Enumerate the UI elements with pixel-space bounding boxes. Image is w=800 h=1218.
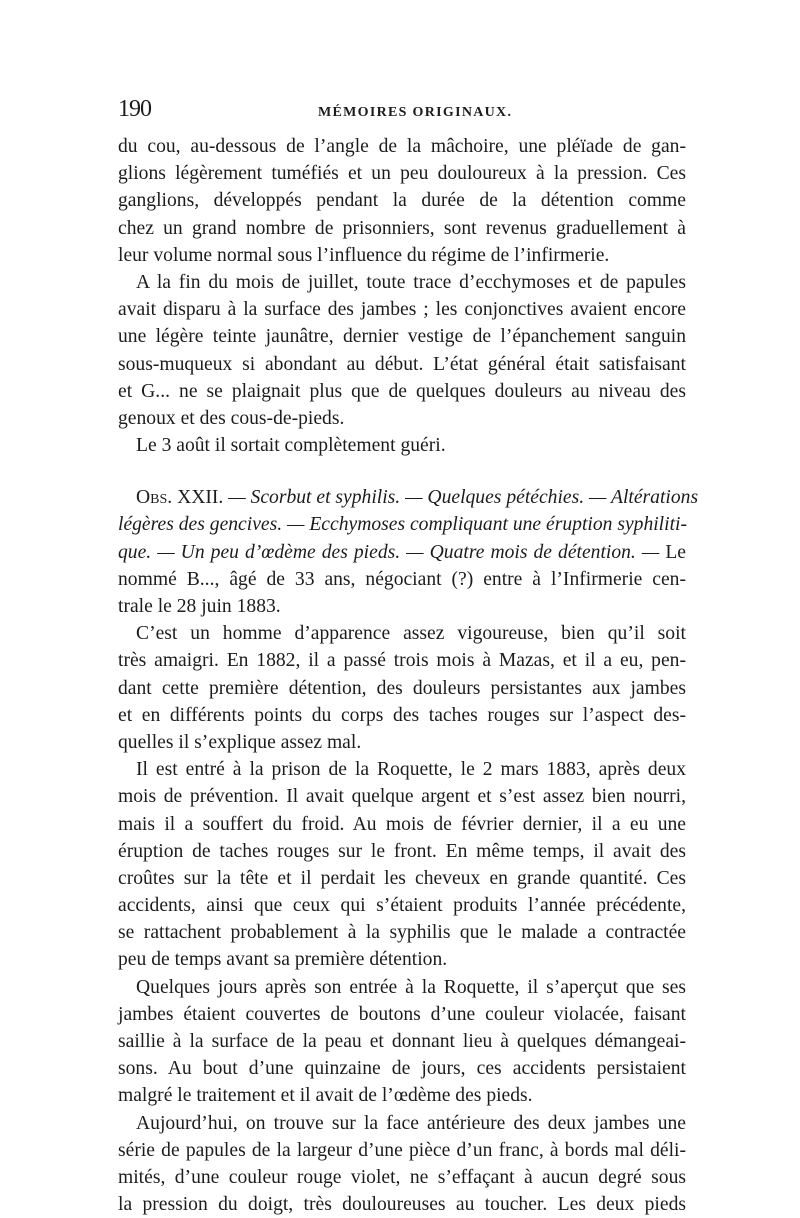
text-line: et G... ne se plaignait plus que de quelques douleurs au niveau des [118, 380, 686, 402]
text-line [118, 484, 699, 511]
text-line: Le 3 août il sortait complètement guéri. [136, 435, 446, 457]
text-line: du cou, au-dessous de l’angle de la mâchoire, une pléïade de gan- [118, 136, 686, 157]
paragraph [118, 432, 686, 459]
text-line: Quelques jours après son entrée à la Roquette, il s’aperçut que ses [136, 976, 686, 998]
paragraph [118, 974, 686, 1110]
paragraph [118, 1110, 686, 1218]
text-line: leur volume normal sous l’influence du régime de l’infirmerie. [118, 244, 610, 266]
text-line: malgré le traitement et il avait de l’œdème des pieds. [118, 1085, 533, 1107]
text-line: sons. Au bout d’une quinzaine de jours, ces accidents persistaient [118, 1058, 686, 1080]
text-line: légères des gencives. — Ecchymoses compliquant une éruption syphiliti- [118, 514, 687, 536]
text-line: ganglions, développés pendant la durée de la détention comme [118, 190, 686, 212]
observation-heading [118, 484, 699, 620]
text-line: quelles il s’explique assez mal. [118, 731, 362, 753]
running-head: MÉMOIRES ORIGINAUX. [318, 105, 513, 120]
text-line: et en différents points du corps des taches rouges sur l’aspect des- [118, 704, 686, 726]
text-line: une légère teinte jaunâtre, dernier vestige de l’épanchement sanguin [118, 326, 686, 348]
text-line: éruption de taches rouges sur le front. En même temps, il avait des [118, 840, 686, 862]
text-line: Il est entré à la prison de la Roquette, le 2 mars 1883, après deux [136, 759, 686, 781]
text-line: dant cette première détention, des douleurs persistantes aux jambes [118, 677, 686, 699]
text-line: C’est un homme d’apparence assez vigoureuse, bien qu’il soit [136, 623, 686, 645]
text-line: croûtes sur la tête et il perdait les cheveux en grande quantité. Ces [118, 867, 686, 889]
observation-text: Le [659, 541, 686, 563]
text-line: nommé B..., âgé de 33 ans, négociant (?) entre à l’Infirmerie cen- [118, 568, 686, 590]
text-line: sous-muqueux si abondant au début. L’état général était satisfaisant [118, 353, 686, 375]
text-line: la pression du doigt, très douloureuses au toucher. Les deux pieds [118, 1194, 686, 1216]
text-line: série de papules de la largeur d’une pièce d’un franc, à bords mal déli- [118, 1139, 686, 1161]
text-line [118, 539, 686, 566]
paragraph [118, 269, 686, 432]
text-line: très amaigri. En 1882, il a passé trois mois à Mazas, et il a eu, pen- [118, 650, 686, 672]
observation-label: Obs. XXII. [136, 487, 224, 509]
text-line: mois de prévention. Il avait quelque argent et s’est assez bien nourri, [118, 786, 686, 808]
paragraph [118, 620, 686, 756]
text-line: saillie à la surface de la peau et donnant lieu à quelques démangeai- [118, 1031, 686, 1052]
text-line: accidents, ainsi que ceux qui s’étaient produits l’année précédente, [118, 895, 686, 917]
text-line: jambes étaient couvertes de boutons d’une couleur violacée, faisant [118, 1003, 686, 1025]
page-number: 190 [118, 96, 151, 122]
text-line: peu de temps avant sa première détention. [118, 949, 448, 971]
text-line: mités, d’une couleur rouge violet, ne s’effaçant à aucun degré sous [118, 1166, 686, 1188]
paragraph [118, 756, 686, 974]
text-line: chez un grand nombre de prisonniers, sont revenus graduellement à [118, 217, 686, 239]
text-line: A la fin du mois de juillet, toute trace d’ecchymoses et de papules [136, 271, 686, 293]
text-line: se rattachent probablement à la syphilis que le malade a contractée [118, 922, 686, 944]
text-line: genoux et des cous-de-pieds. [118, 407, 345, 429]
page-header [118, 96, 686, 130]
paragraph [118, 133, 686, 269]
body-text [118, 133, 699, 1218]
text-line: Aujourd’hui, on trouve sur la face antérieure des deux jambes une [136, 1112, 686, 1134]
observation-title-end: que. — Un peu d’œdème des pieds. — Quatre mois de détention. — [118, 541, 660, 563]
observation-title: — Scorbut et syphilis. — Quelques pétéchies. — Altérations [223, 487, 699, 509]
text-line: trale le 28 juin 1883. [118, 596, 281, 617]
text-line: avait disparu à la surface des jambes ; les conjonctives avaient encore [118, 299, 686, 321]
section-gap [118, 459, 686, 484]
text-line: mais il a souffert du froid. Au mois de février dernier, il a eu une [118, 813, 686, 835]
text-line: glions légèrement tuméfiés et un peu douloureux à la pression. Ces [118, 163, 686, 185]
